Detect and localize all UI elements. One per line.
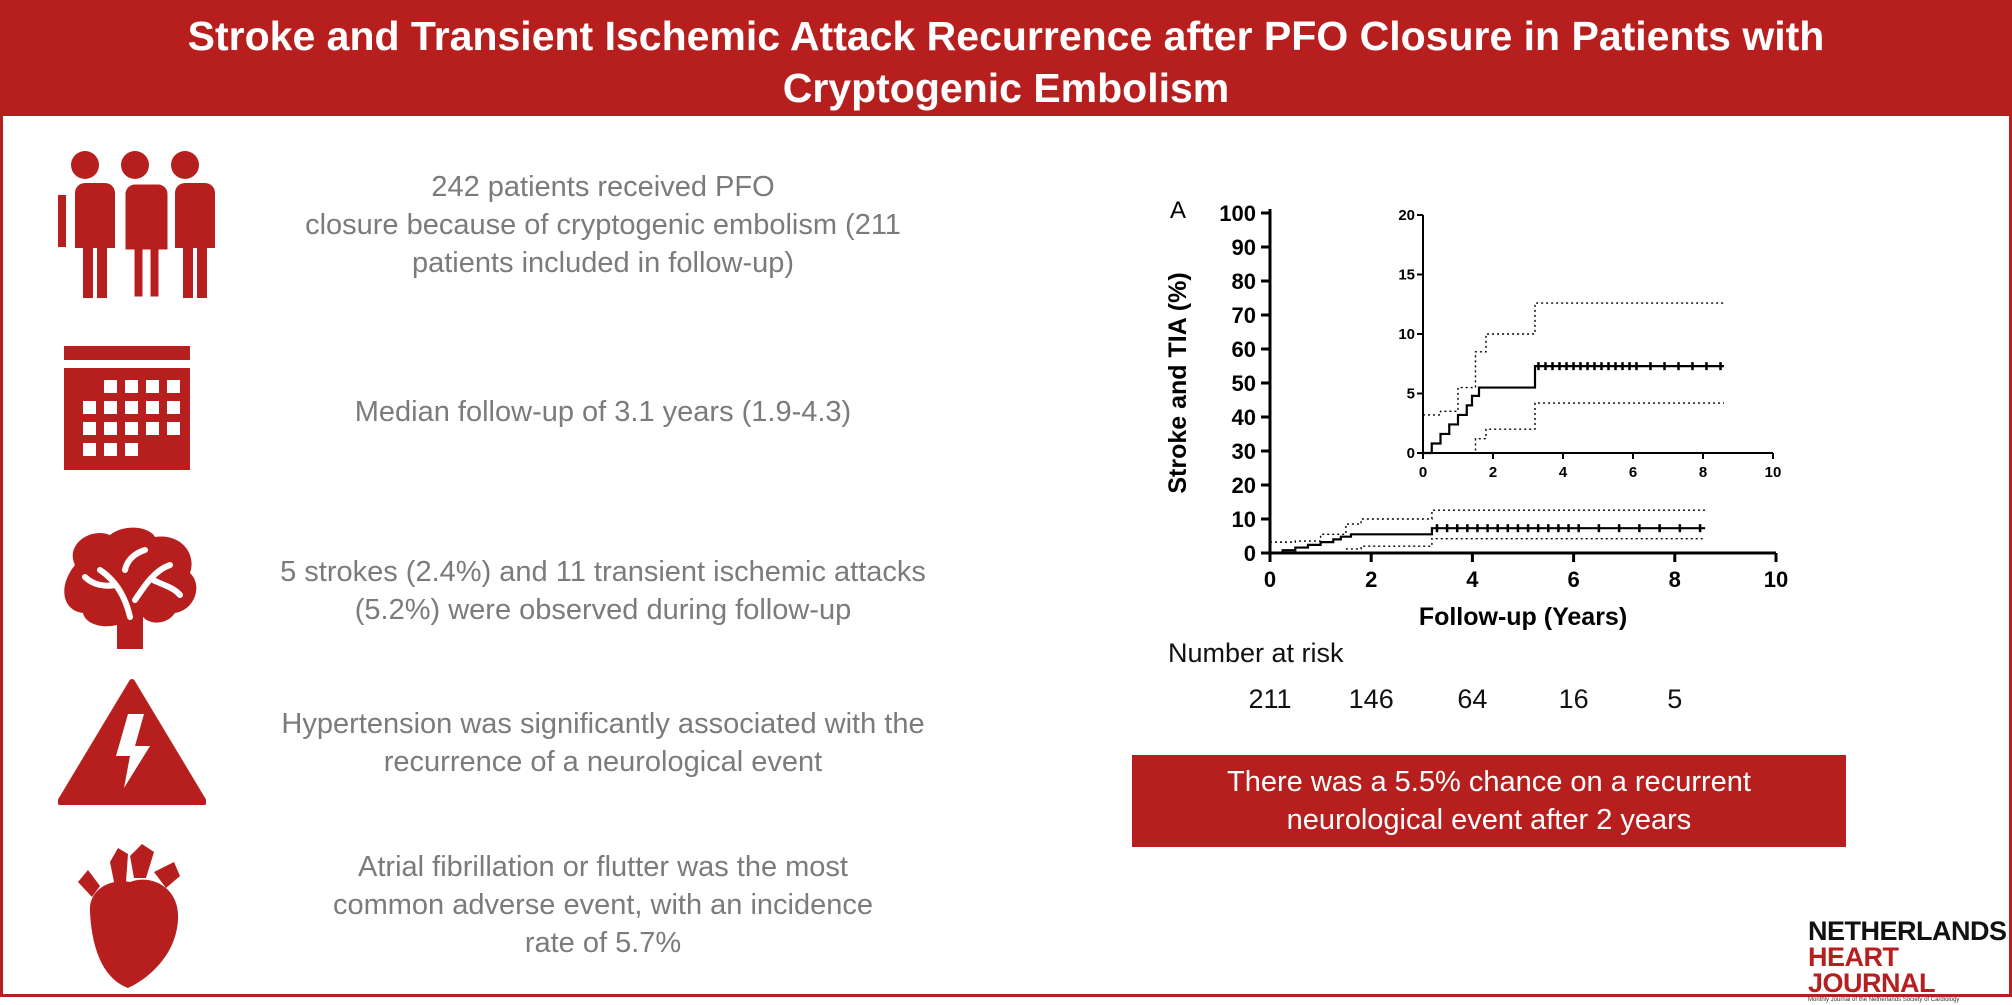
y-tick-label: 70 xyxy=(1231,303,1256,328)
number-at-risk-value: 5 xyxy=(1667,684,1683,714)
statement-line: recurrence of a neurological event xyxy=(383,746,823,778)
statement-line: Median follow-up of 3.1 years (1.9-4.3) xyxy=(354,396,852,428)
statement-line: 5 strokes (2.4%) and 11 transient ischemic attacks xyxy=(280,556,926,588)
statement-events xyxy=(228,553,978,629)
inset-x-tick-label: 0 xyxy=(1418,464,1428,481)
y-tick-label: 30 xyxy=(1231,439,1256,464)
statement-atrial-fibrillation xyxy=(228,848,978,962)
y-tick-label: 90 xyxy=(1231,235,1256,260)
number-at-risk-title: Number at risk xyxy=(1168,638,1344,668)
summary-box xyxy=(1132,755,1846,847)
x-tick-label: 6 xyxy=(1567,567,1580,592)
main-confidence-bound-2 xyxy=(1270,539,1705,553)
statement-follow-up xyxy=(228,393,978,431)
statement-line: (5.2%) were observed during follow-up xyxy=(354,594,852,626)
statement-line: closure because of cryptogenic embolism (211 xyxy=(305,209,901,241)
panel-label: A xyxy=(1170,197,1187,224)
y-tick-label: 20 xyxy=(1231,473,1256,498)
y-tick-label: 80 xyxy=(1231,269,1256,294)
x-tick-label: 8 xyxy=(1668,567,1681,592)
statement-line: patients included in follow-up) xyxy=(411,247,795,279)
y-axis-title: Stroke and TIA (%) xyxy=(1164,272,1192,494)
brain-icon xyxy=(55,525,200,655)
inset-x-tick-label: 2 xyxy=(1488,464,1498,481)
statement-line: Atrial fibrillation or flutter was the most xyxy=(358,851,848,883)
people-icon xyxy=(50,150,220,305)
title-line-1: Stroke and Transient Ischemic Attack Recurrence after PFO Closure in Patients with xyxy=(187,13,1825,59)
inset-y-tick-label: 10 xyxy=(1398,326,1415,343)
inset-x-tick-label: 6 xyxy=(1628,464,1638,481)
statement-line: Hypertension was significantly associated with the xyxy=(281,708,925,740)
number-at-risk-value: 64 xyxy=(1457,684,1488,714)
statement-line: common adverse event, with an incidence xyxy=(332,889,873,921)
x-tick-label: 4 xyxy=(1466,567,1479,592)
x-tick-label: 2 xyxy=(1365,567,1378,592)
y-tick-label: 100 xyxy=(1219,201,1256,226)
number-at-risk-value: 146 xyxy=(1348,684,1394,714)
page-title xyxy=(0,0,2012,116)
warning-lightning-icon xyxy=(58,678,206,813)
inset-x-tick-label: 8 xyxy=(1698,464,1708,481)
y-tick-label: 40 xyxy=(1231,405,1256,430)
y-tick-label: 0 xyxy=(1243,541,1256,566)
y-tick-label: 50 xyxy=(1231,371,1256,396)
journal-logo xyxy=(1808,916,2007,1005)
statement-line: 242 patients received PFO xyxy=(431,171,775,203)
y-tick-label: 60 xyxy=(1231,337,1256,362)
x-tick-label: 0 xyxy=(1263,567,1277,592)
calendar-icon xyxy=(64,346,190,475)
number-at-risk-value: 211 xyxy=(1248,684,1292,714)
inset-confidence-bound-2 xyxy=(1423,403,1724,453)
summary-line-2: neurological event after 2 years xyxy=(1286,804,1692,836)
inset-confidence-bound-1 xyxy=(1423,303,1724,415)
logo-tagline: Monthly Journal of the Netherlands Society of Cardiology xyxy=(1808,997,1960,1003)
inset-y-tick-label: 15 xyxy=(1398,266,1415,284)
y-tick-label: 10 xyxy=(1231,507,1256,532)
inset-y-tick-label: 0 xyxy=(1406,445,1415,462)
x-axis-title: Follow-up (Years) xyxy=(1418,603,1628,631)
inset-event-curve xyxy=(1423,366,1724,453)
logo-line-1: NETHERLANDS xyxy=(1808,916,2007,946)
inset-x-tick-label: 10 xyxy=(1764,464,1782,481)
title-line-2: Cryptogenic Embolism xyxy=(782,65,1230,111)
inset-y-tick-label: 20 xyxy=(1398,207,1415,224)
number-at-risk-value: 16 xyxy=(1558,684,1589,714)
heart-icon xyxy=(70,842,190,997)
statement-hypertension xyxy=(228,705,978,781)
inset-y-tick-label: 5 xyxy=(1406,385,1415,403)
statement-patients xyxy=(228,168,978,282)
inset-x-tick-label: 4 xyxy=(1558,464,1568,481)
summary-line-1: There was a 5.5% chance on a recurrent xyxy=(1227,766,1751,798)
x-tick-label: 10 xyxy=(1763,567,1789,592)
logo-line-2: HEART JOURNAL xyxy=(1808,942,1936,998)
statement-line: rate of 5.7% xyxy=(524,927,682,959)
